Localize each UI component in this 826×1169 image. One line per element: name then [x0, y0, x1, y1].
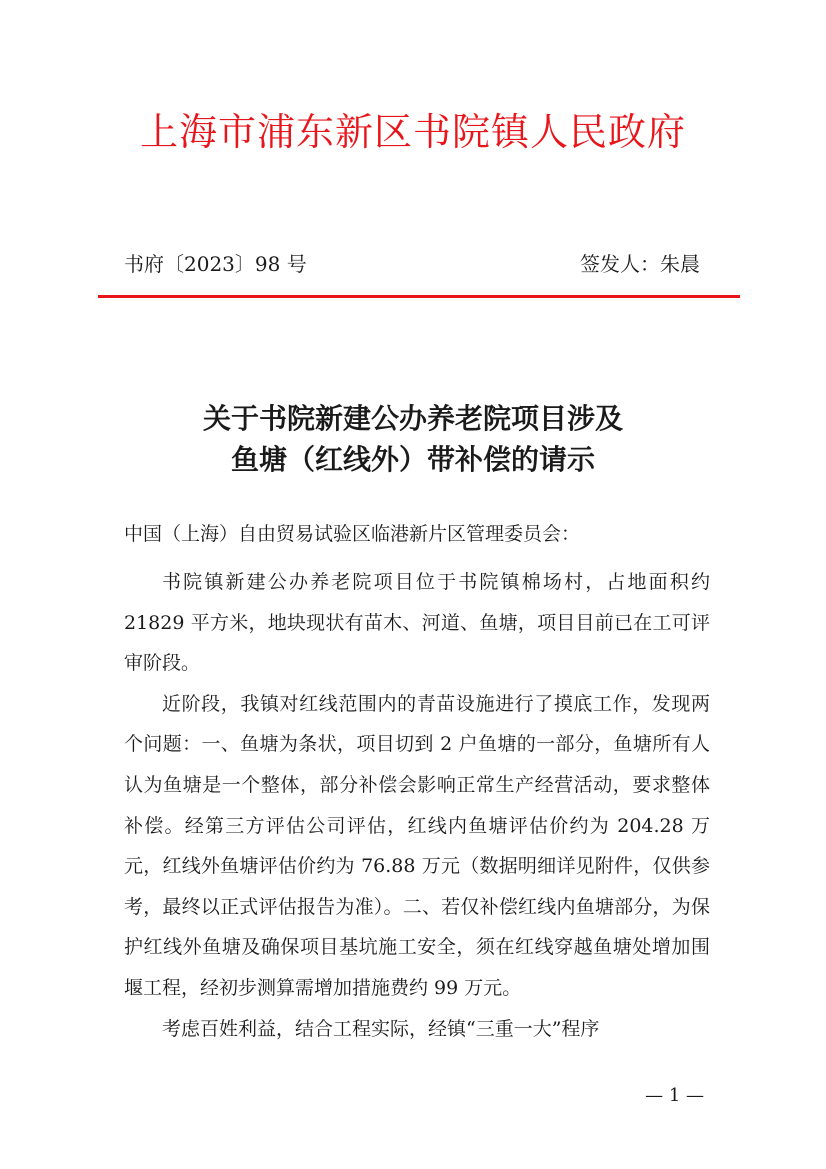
page-number: — 1 — — [645, 1085, 704, 1106]
red-divider — [98, 295, 740, 298]
paragraph-2: 近阶段，我镇对红线范围内的青苗设施进行了摸底工作，发现两个问题：一、鱼塘为条状，项目切到 2 户鱼塘的一部分，鱼塘所有人认为鱼塘是一个整体，部分补偿会影响正常生产经营活动，要求整体补偿。经第三方评估公司评估，红线内鱼塘评估价约为 204.28 万元，红线外鱼塘评估价约为 76.88 万元（数据明细详见附件，仅供参考，最终以正式评估报告为准）。二、若仅补偿红线内鱼塘部分，为保护红线外鱼塘及确保项目基坑施工安全，须在红线穿越鱼塘处增加围堰工程，经初步测算需增加措施费约 99 万元。 — [124, 692, 710, 999]
document-title-line-1: 关于书院新建公办养老院项目涉及 — [202, 402, 623, 435]
document-title — [0, 398, 826, 480]
document-title-line-2: 鱼塘（红线外）带补偿的请示 — [230, 443, 595, 476]
recipient: 中国（上海）自由贸易试验区临港新片区管理委员会： — [124, 523, 581, 545]
body-text — [124, 562, 710, 1049]
letterhead-title: 上海市浦东新区书院镇人民政府 — [139, 110, 686, 154]
paragraph-1: 书院镇新建公办养老院项目位于书院镇棉场村，占地面积约 21829 平方米，地块现状有苗木、河道、鱼塘，项目目前已在工可评审阶段。 — [124, 571, 710, 675]
signer: 签发人：朱晨 — [580, 252, 700, 276]
document-number: 书府〔2023〕98 号 — [124, 252, 307, 276]
paragraph-3: 考虑百姓利益，结合工程实际，经镇“三重一大”程序 — [162, 1017, 600, 1040]
